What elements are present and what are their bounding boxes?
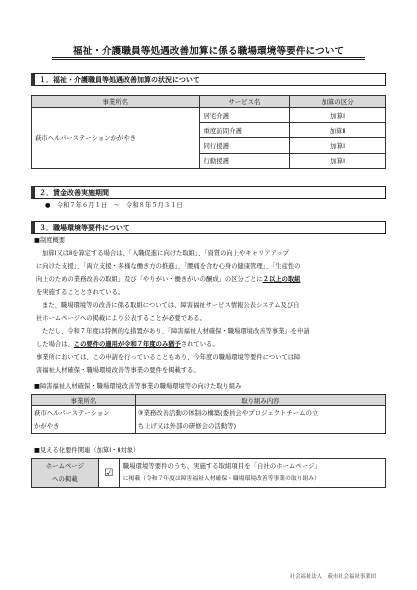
table-row <box>32 108 386 123</box>
paragraph-3-line-2-text: した場合は、 <box>36 341 74 348</box>
website-posting-line-1: ホームページ <box>45 462 85 470</box>
section-1-heading <box>31 73 386 86</box>
paragraph-1-line-2: に向けた支援」、「両立支援・多様な働き方の推進」、「腰痛を含む心身の健康管理」、「生産性の <box>36 263 301 270</box>
paragraph-2-line-2: 社ホームページへの掲載により公表することが必要である。 <box>36 315 206 322</box>
visibility-requirement-table <box>31 458 386 488</box>
title-underline-top <box>52 57 365 58</box>
paragraph-1-line-4: を実施することとされている。 <box>36 289 125 296</box>
paragraph-1-line-3 <box>36 274 300 287</box>
service-cell: 同行援護 <box>199 138 290 153</box>
initiatives-table <box>31 394 386 434</box>
header-office: 事業所名 <box>32 96 200 108</box>
website-posting-cell <box>32 459 99 488</box>
description-line-1: 職場環境等要件のうち、実施する取組項目を「自社のホームページ」 <box>122 462 321 470</box>
initiative-office-cell <box>32 406 136 434</box>
overview-label: ■制度概要 <box>34 237 66 244</box>
initiative-content-cell <box>135 406 385 434</box>
website-posting-description-cell <box>119 459 385 488</box>
category-cell: 加算Ⅱ <box>290 123 386 138</box>
visibility-requirement-label: ■見える化要件関連（加算Ⅰ・Ⅱ対象） <box>34 447 140 454</box>
header-service: サービス名 <box>199 96 290 108</box>
wage-improvement-period: ● 令和７年６月１日 ～ 令和８年５月３１日 <box>45 202 183 209</box>
header-office: 事業所名 <box>32 395 136 406</box>
table-row <box>32 406 386 434</box>
paragraph-3-line-1: ただし、令和７年度は特例的な措置があり、「障害福祉人材確保・職場環境改善等事業」を申請 <box>42 328 310 335</box>
footer-organization: 社会福祉法人 萩市社会福祉事業団 <box>289 574 376 580</box>
paragraph-2-line-1: また、職場環境等の改善に係る取組については、障害福祉サービス情報公表システム及び自 <box>42 302 300 309</box>
initiatives-table-label: ■障害福祉人材確保・職場環境改善等事業の職場環境等の向けた取り組み <box>34 383 242 390</box>
office-name-line-1: 萩市ヘルパーステーション <box>34 409 110 417</box>
section-3-heading <box>31 221 386 234</box>
emphasis-two-or-more: ２以上の取組 <box>262 276 301 283</box>
service-cell: 行動援護 <box>199 153 290 168</box>
checkbox-checked-icon[interactable]: ☑ <box>98 459 119 488</box>
paragraph-3-line-2 <box>36 339 219 352</box>
service-cell: 重度訪問介護 <box>199 123 290 138</box>
paragraph-1-line-3-text: 向上のための業務改善の取組」及び「やりがい・働きがいの醸成」の区分ごとに <box>36 276 263 283</box>
paragraph-4-line-2: 害福祉人材確保・職場環境改善等事業の要件を掲載する。 <box>36 367 200 374</box>
office-name-cell: 萩市ヘルパーステーションかがやき <box>32 108 200 169</box>
paragraph-1-line-1: 加算Ⅰ又はⅡを算定する場合は、「入職促進に向けた取組」、「資質の向上やキャリアアップ <box>42 250 289 257</box>
paragraph-4-line-1: 事業所においては、この申請を行っていることもあり、今年度の職場環境等要件については障 <box>36 354 301 361</box>
category-cell: 加算Ⅰ <box>290 138 386 153</box>
section-1-heading-text: １．福祉・介護職員等処遇改善加算の状況について <box>39 75 200 84</box>
section-2-heading <box>31 186 386 199</box>
initiative-line-2: ち上げ又は外部の研修会の活動等) <box>137 421 237 430</box>
table-row <box>32 459 386 488</box>
category-cell: 加算Ⅰ <box>290 153 386 168</box>
title-underline-bottom <box>52 59 365 60</box>
emphasis-deferral: この要件の適用が令和７年度のみ猶予 <box>73 341 181 348</box>
initiatives-header-row <box>32 395 386 406</box>
document-title: 福祉・介護職員等処遇改善加算に係る職場環境等要件について <box>72 46 345 57</box>
office-name-line-2: かがやき <box>34 421 60 430</box>
header-category: 加算の区分 <box>290 96 386 108</box>
service-cell: 居宅介護 <box>199 108 290 123</box>
initiative-line-1: ③業務改善活動の体制の構築(委員会やプロジェクトチームの立 <box>137 409 319 417</box>
website-posting-line-2: への掲載 <box>52 475 78 483</box>
header-initiative: 取り組み内容 <box>135 395 385 406</box>
description-line-2: に掲載（令和７年度は障害福祉人材確保・職場環境改善等事業の取り組み） <box>122 476 320 482</box>
section-2-heading-text: ２．賃金改善実施期間 <box>39 188 109 197</box>
addition-status-header-row <box>32 96 386 108</box>
addition-status-table <box>31 95 386 169</box>
section-3-heading-text: ３．職場環境等要件について <box>39 223 130 232</box>
paragraph-3-line-2-tail: されている。 <box>180 341 219 348</box>
category-cell: 加算Ⅰ <box>290 108 386 123</box>
